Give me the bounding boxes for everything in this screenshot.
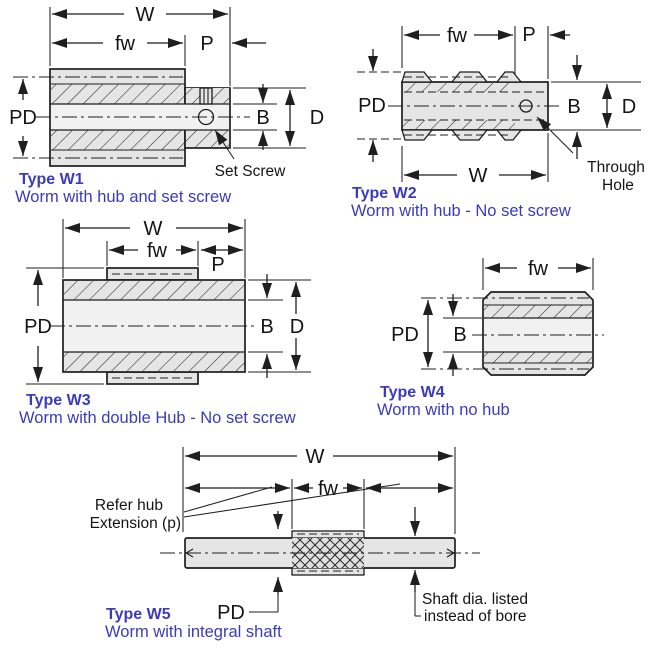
w5-note-shaft-2: instead of bore [424, 608, 527, 625]
w4-subtitle: Worm with no hub [377, 401, 510, 419]
w3-dim-w: W [143, 218, 163, 240]
w1-set-screw [200, 88, 212, 104]
w4-title: Type W4 [380, 384, 445, 401]
w2-dim-fw: fw [447, 25, 467, 47]
figure-w3 [19, 218, 311, 427]
w2-dim-p: P [522, 24, 536, 46]
w2-note-through-2: Hole [602, 177, 634, 194]
w1-note-set-screw: Set Screw [214, 163, 286, 180]
w5-title: Type W5 [106, 606, 171, 623]
w3-subtitle: Worm with double Hub - No set screw [19, 409, 296, 427]
w3-dim-d: D [289, 316, 305, 338]
w1-dim-pd: PD [9, 107, 37, 129]
w2-dim-d: D [621, 96, 637, 118]
w5-note-refer-1: Refer hub [94, 497, 163, 514]
figure-w2 [351, 24, 645, 220]
w5-dim-pd: PD [217, 602, 245, 624]
w2-dim-b: B [567, 96, 581, 118]
w5-subtitle: Worm with integral shaft [105, 623, 282, 641]
w5-dim-w: W [305, 446, 325, 468]
w1-subtitle: Worm with hub and set screw [15, 188, 232, 206]
w1-title: Type W1 [19, 171, 84, 188]
w1-dim-w: W [135, 4, 155, 26]
w1-dim-fw: fw [115, 33, 135, 55]
w2-dim-pd: PD [358, 95, 386, 117]
figure-w4 [377, 258, 604, 419]
w3-dim-b: B [260, 316, 274, 338]
w5-dim-fw: fw [318, 478, 338, 500]
w1-dim-b: B [256, 107, 270, 129]
w2-note-through-1: Through [587, 159, 645, 176]
w1-dim-d: D [309, 107, 325, 129]
w2-dim-w: W [468, 165, 488, 187]
w3-dim-p: P [211, 254, 225, 276]
w2-title: Type W2 [352, 185, 417, 202]
w4-dim-fw: fw [528, 258, 548, 280]
w5-note-refer-2: Extension (p) [89, 515, 181, 532]
w3-dim-fw: fw [147, 240, 167, 262]
w3-title: Type W3 [26, 392, 91, 409]
w2-subtitle: Worm with hub - No set screw [351, 202, 571, 220]
figure-w1 [9, 4, 324, 206]
w3-dim-pd: PD [24, 316, 52, 338]
w5-note-shaft-1: Shaft dia. listed [422, 591, 528, 608]
w4-dim-b: B [453, 324, 467, 346]
figure-w5 [90, 446, 528, 641]
w4-dim-pd: PD [391, 324, 419, 346]
w1-dim-p: P [200, 33, 214, 55]
